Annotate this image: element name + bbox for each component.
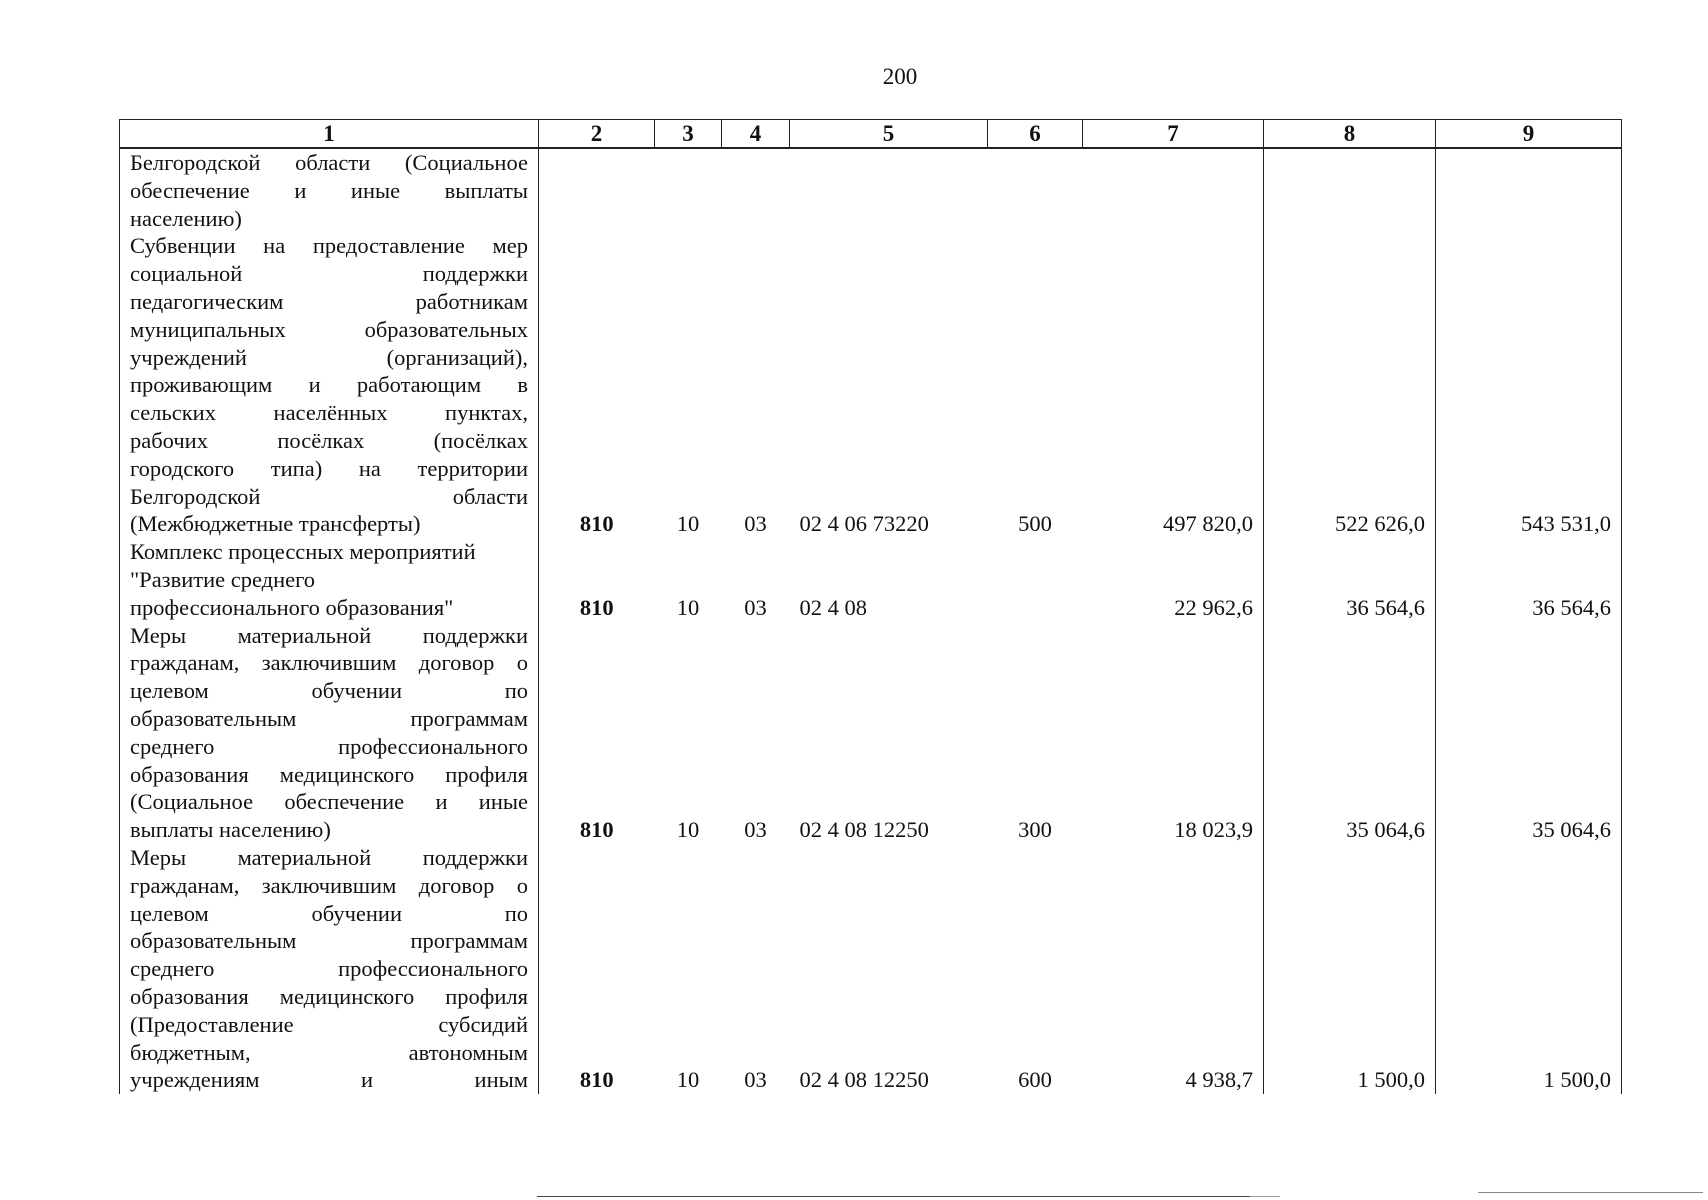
table-row	[120, 622, 1622, 844]
table-cell-section: 10	[676, 594, 700, 620]
table-cell-subsection: 03	[744, 594, 767, 620]
name-line: (Социальное обеспечение и иные	[130, 789, 528, 815]
name-line: Меры материальной поддержки	[130, 844, 528, 870]
name-line: Меры материальной поддержки	[130, 622, 528, 648]
table-cell-expense-type	[988, 538, 1083, 621]
bottom-rule-right	[1478, 1192, 1703, 1193]
table-cell-amount-year2: 35 064,6	[1264, 622, 1436, 844]
name-line: бюджетным, автономным	[130, 1039, 528, 1065]
name-line: проживающим и работающим в	[130, 372, 528, 398]
name-line: педагогическим работникам	[130, 288, 528, 314]
header-col-1: 1	[120, 120, 539, 149]
name-line: рабочих посёлках (посёлках	[130, 427, 528, 453]
table-cell-section	[655, 148, 722, 232]
name-line: (Межбюджетные трансферты)	[130, 511, 421, 537]
name-line: целевом обучении по	[130, 900, 528, 926]
name-line: образовательным программам	[130, 928, 528, 954]
name-line: среднего профессионального	[130, 733, 528, 759]
name-line: городского типа) на территории	[130, 455, 528, 481]
table-row	[120, 148, 1622, 232]
table-cell-subsection: 03	[744, 817, 767, 843]
table-cell-amount-year2: 522 626,0	[1264, 232, 1436, 538]
name-line: гражданам, заключившим договор о	[130, 650, 528, 676]
bottom-rule	[537, 1196, 1257, 1197]
table-cell-amount-year3: 35 064,6	[1436, 622, 1622, 844]
table-cell-amount-year2: 1 500,0	[1264, 844, 1436, 1094]
table-cell-amount-year3: 543 531,0	[1436, 232, 1622, 538]
name-line: образовательным программам	[130, 705, 528, 731]
name-line: обеспечение и иные выплаты	[130, 177, 528, 203]
table-body	[120, 148, 1622, 1094]
table-cell-admin: 810	[579, 1067, 614, 1093]
name-line: образования медицинского профиля	[130, 761, 528, 787]
table-cell-target-article: 02 4 08 12250	[799, 817, 929, 843]
table-cell-admin: 810	[579, 594, 614, 620]
header-col-9: 9	[1436, 120, 1622, 149]
header-col-5: 5	[790, 120, 988, 149]
table-row	[120, 232, 1622, 538]
header-col-7: 7	[1083, 120, 1264, 149]
name-line: гражданам, заключившим договор о	[130, 872, 528, 898]
table-cell-target-article	[790, 148, 988, 232]
table-cell-amount-year1: 22 962,6	[1174, 594, 1253, 620]
table-header-row	[120, 120, 1622, 149]
table-cell-amount-year3	[1436, 148, 1622, 232]
table-cell-subsection: 03	[744, 1067, 767, 1093]
name-line: Белгородской области (Социальное	[130, 150, 528, 175]
table-cell-subsection: 03	[744, 511, 767, 537]
table-cell-expense-type: 300	[1018, 817, 1052, 843]
table-cell-name	[120, 844, 539, 1094]
table-cell-admin	[539, 148, 655, 232]
budget-table	[119, 119, 1622, 1094]
name-line: выплаты населению)	[130, 817, 331, 843]
table-cell-amount-year1: 18 023,9	[1174, 817, 1253, 843]
table-cell-name	[120, 538, 539, 621]
name-line: сельских населённых пунктах,	[130, 400, 528, 426]
name-line: учреждениям и иным	[130, 1067, 528, 1093]
table-cell-expense-type: 500	[1018, 511, 1052, 537]
name-line: профессионального образования"	[130, 594, 454, 620]
table-cell-name	[120, 232, 539, 538]
table-cell-expense-type: 600	[1018, 1067, 1052, 1093]
table-cell-amount-year3: 1 500,0	[1436, 844, 1622, 1094]
table-cell-name	[120, 148, 539, 232]
table-row	[120, 538, 1622, 621]
name-line: среднего профессионального	[130, 956, 528, 982]
table-cell-admin: 810	[579, 817, 614, 843]
table-cell-target-article: 02 4 08 12250	[799, 1067, 929, 1093]
table-cell-section: 10	[676, 817, 700, 843]
name-line: Комплекс процессных мероприятий	[130, 539, 476, 565]
table-cell-section: 10	[676, 511, 700, 537]
bottom-rule-fragment	[1250, 1196, 1280, 1197]
name-line: муниципальных образовательных	[130, 316, 528, 342]
table-cell-target-article: 02 4 08	[799, 594, 867, 620]
name-line: (Предоставление субсидий	[130, 1011, 528, 1037]
table-cell-amount-year1	[1083, 148, 1264, 232]
name-line: "Развитие среднего	[130, 566, 316, 592]
name-line: учреждений (организаций),	[130, 344, 528, 370]
name-line: целевом обучении по	[130, 678, 528, 704]
table-cell-section: 10	[676, 1067, 700, 1093]
header-col-8: 8	[1264, 120, 1436, 149]
name-line: Белгородской области	[130, 483, 528, 509]
table-cell-amount-year3: 36 564,6	[1436, 538, 1622, 621]
table-cell-subsection	[722, 148, 790, 232]
table-cell-expense-type	[988, 148, 1083, 232]
header-col-2: 2	[539, 120, 655, 149]
table-cell-amount-year1: 4 938,7	[1185, 1067, 1253, 1093]
header-col-3: 3	[655, 120, 722, 149]
name-line: населению)	[130, 205, 242, 231]
name-line: социальной поддержки	[130, 261, 528, 287]
header-col-6: 6	[988, 120, 1083, 149]
table-cell-admin: 810	[579, 511, 614, 537]
header-col-4: 4	[722, 120, 790, 149]
table-cell-name	[120, 622, 539, 844]
table-cell-amount-year2: 36 564,6	[1264, 538, 1436, 621]
page-number: 200	[882, 64, 918, 89]
name-line: Субвенции на предоставление мер	[130, 233, 528, 259]
table-cell-amount-year1: 497 820,0	[1163, 511, 1253, 537]
table-row	[120, 844, 1622, 1094]
table-cell-target-article: 02 4 06 73220	[799, 511, 929, 537]
name-line: образования медицинского профиля	[130, 983, 528, 1009]
table-cell-amount-year2	[1264, 148, 1436, 232]
